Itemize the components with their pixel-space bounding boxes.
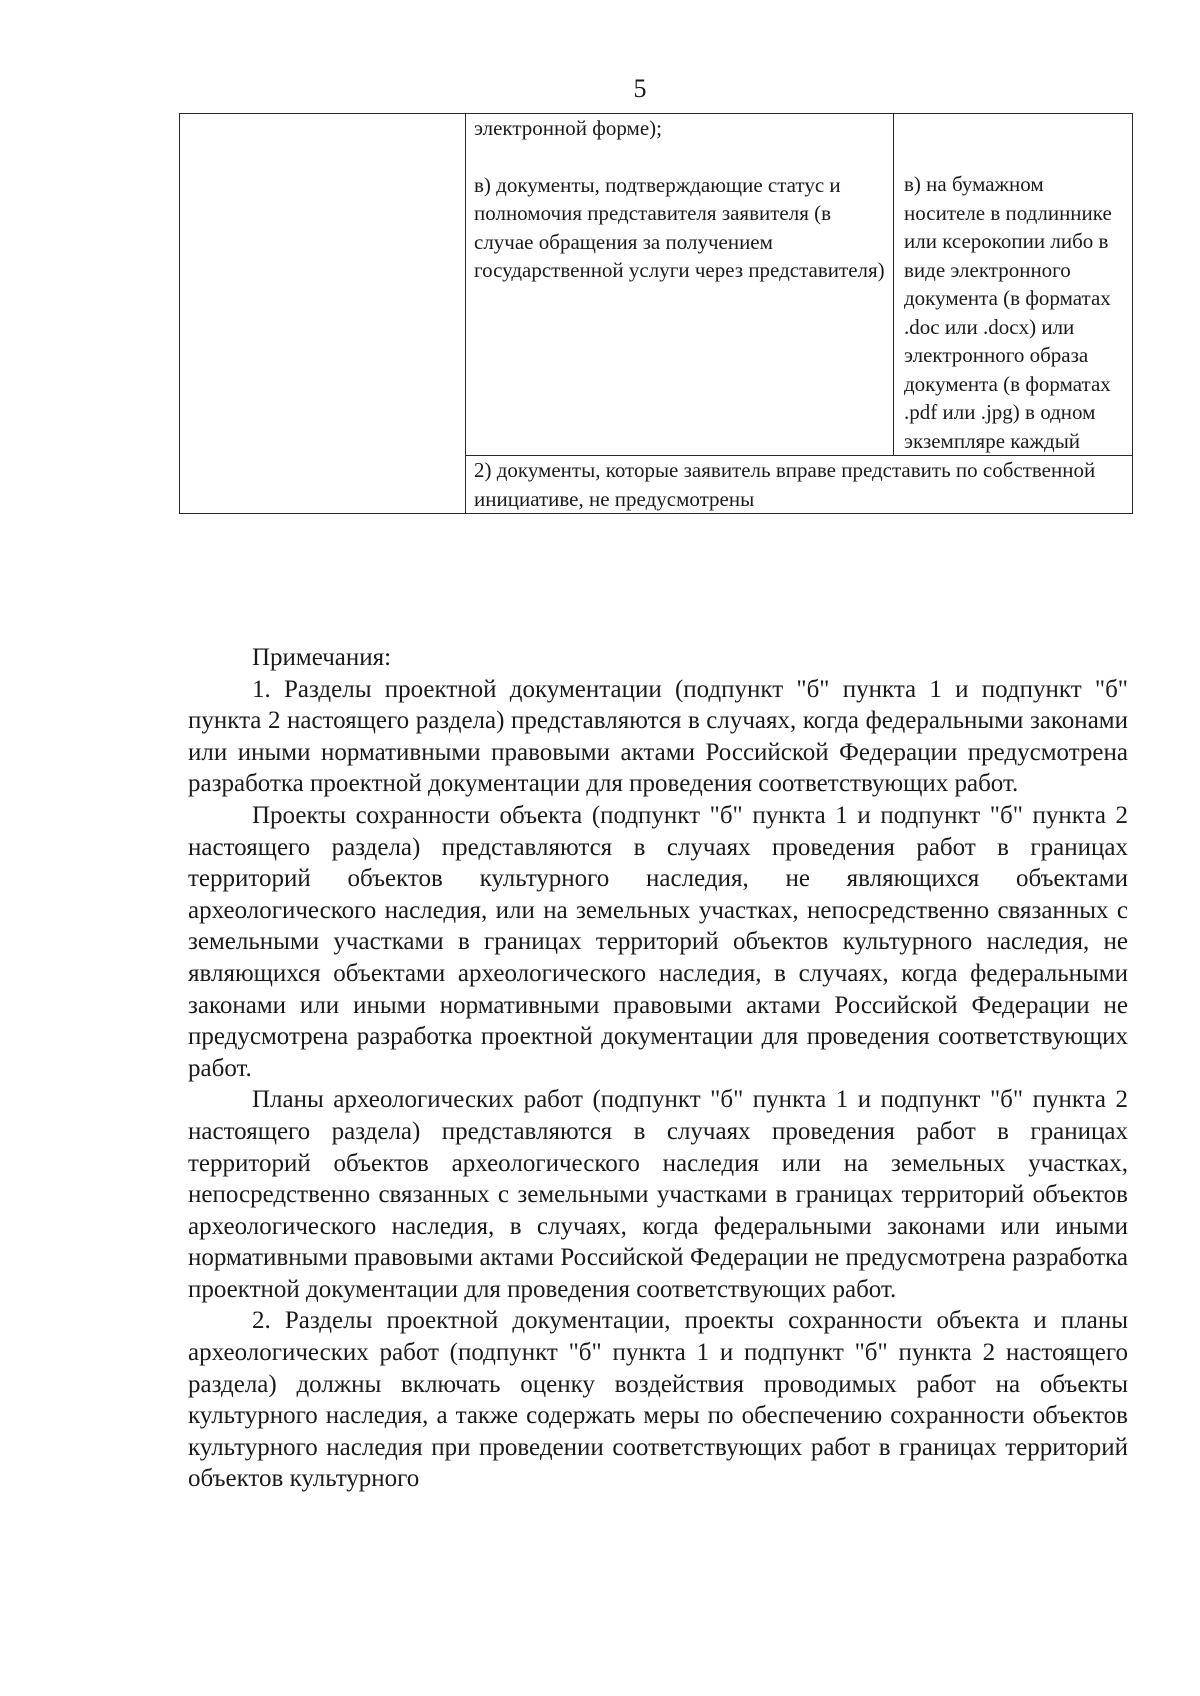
note-paragraph-2: Проекты сохранности объекта (подпункт "б" пункта 1 и подпункт "б" пункта 2 настоящего раздела) представляются в случаях проведения работ в границах территорий объектов культурного наследия, не являющихся объектами археологического наследия, или на земельных участках, непосредственно связанных с земельными участками в границах территорий объектов культурного наследия, не являющихся объектами археологического наследия, в случаях, когда федеральными законами или иными нормативными правовыми актами Российской Федерации не предусмотрена разработка проектной документации для проведения соответствующих работ. xyxy=(188,801,1128,1082)
table-cell-optional-documents: 2) документы, которые заявитель вправе представить по собственной инициативе, не предусмотрены xyxy=(466,456,1133,514)
document-item-v: в) документы, подтверждающие статус и полномочия представителя заявителя (в случае обращения за получением государственной услуги через представителя) xyxy=(474,172,885,282)
documents-table xyxy=(179,113,1133,514)
note-paragraph-3: Планы археологических работ (подпункт "б" пункта 1 и подпункт "б" пункта 2 настоящего раздела) представляются в случаях проведения работ в границах территорий объектов археологического наследия или на земельных участках, непосредственно связанных с земельными участками в границах территорий объектов археологического наследия, в случаях, когда федеральными законами или иными нормативными правовыми актами Российской Федерации не предусмотрена разработка проектной документации для проведения соответствующих работ. xyxy=(188,1086,1128,1303)
notes-section xyxy=(188,642,1128,1495)
continuation-text: электронной форме); xyxy=(474,116,662,140)
format-item-v: в) на бумажном носителе в подлиннике или ксерокопии либо в виде электронного документа (в форматах .doc или .docx) или электронного образа документа (в форматах .pdf или .jpg) в одном экземпляре каждый xyxy=(904,172,1112,453)
table-cell-documents xyxy=(466,114,894,456)
page-number: 5 xyxy=(633,74,647,103)
note-paragraph-1: 1. Разделы проектной документации (подпункт "б" пункта 1 и подпункт "б" пункта 2 настоящего раздела) представляются в случаях, когда федеральными законами или иными нормативными правовыми актами Российской Федерации предусмотрена разработка проектной документации для проведения соответствующих работ. xyxy=(188,675,1128,798)
cell-spacer xyxy=(474,143,885,171)
notes-heading: Примечания: xyxy=(252,644,392,671)
note-paragraph-4: 2. Разделы проектной документации, проекты сохранности объекта и планы археологических работ (подпункт "б" пункта 1 и подпункт "б" пункта 2 настоящего раздела) должны включать оценку воздействия проводимых работ на объекты культурного наследия, а также содержать меры по обеспечению сохранности объектов культурного наследия при проведении соответствующих работ в границах территорий объектов культурного xyxy=(188,1307,1128,1493)
table-cell-empty xyxy=(180,114,466,514)
table-cell-format xyxy=(894,114,1133,456)
table-row xyxy=(180,114,1133,456)
